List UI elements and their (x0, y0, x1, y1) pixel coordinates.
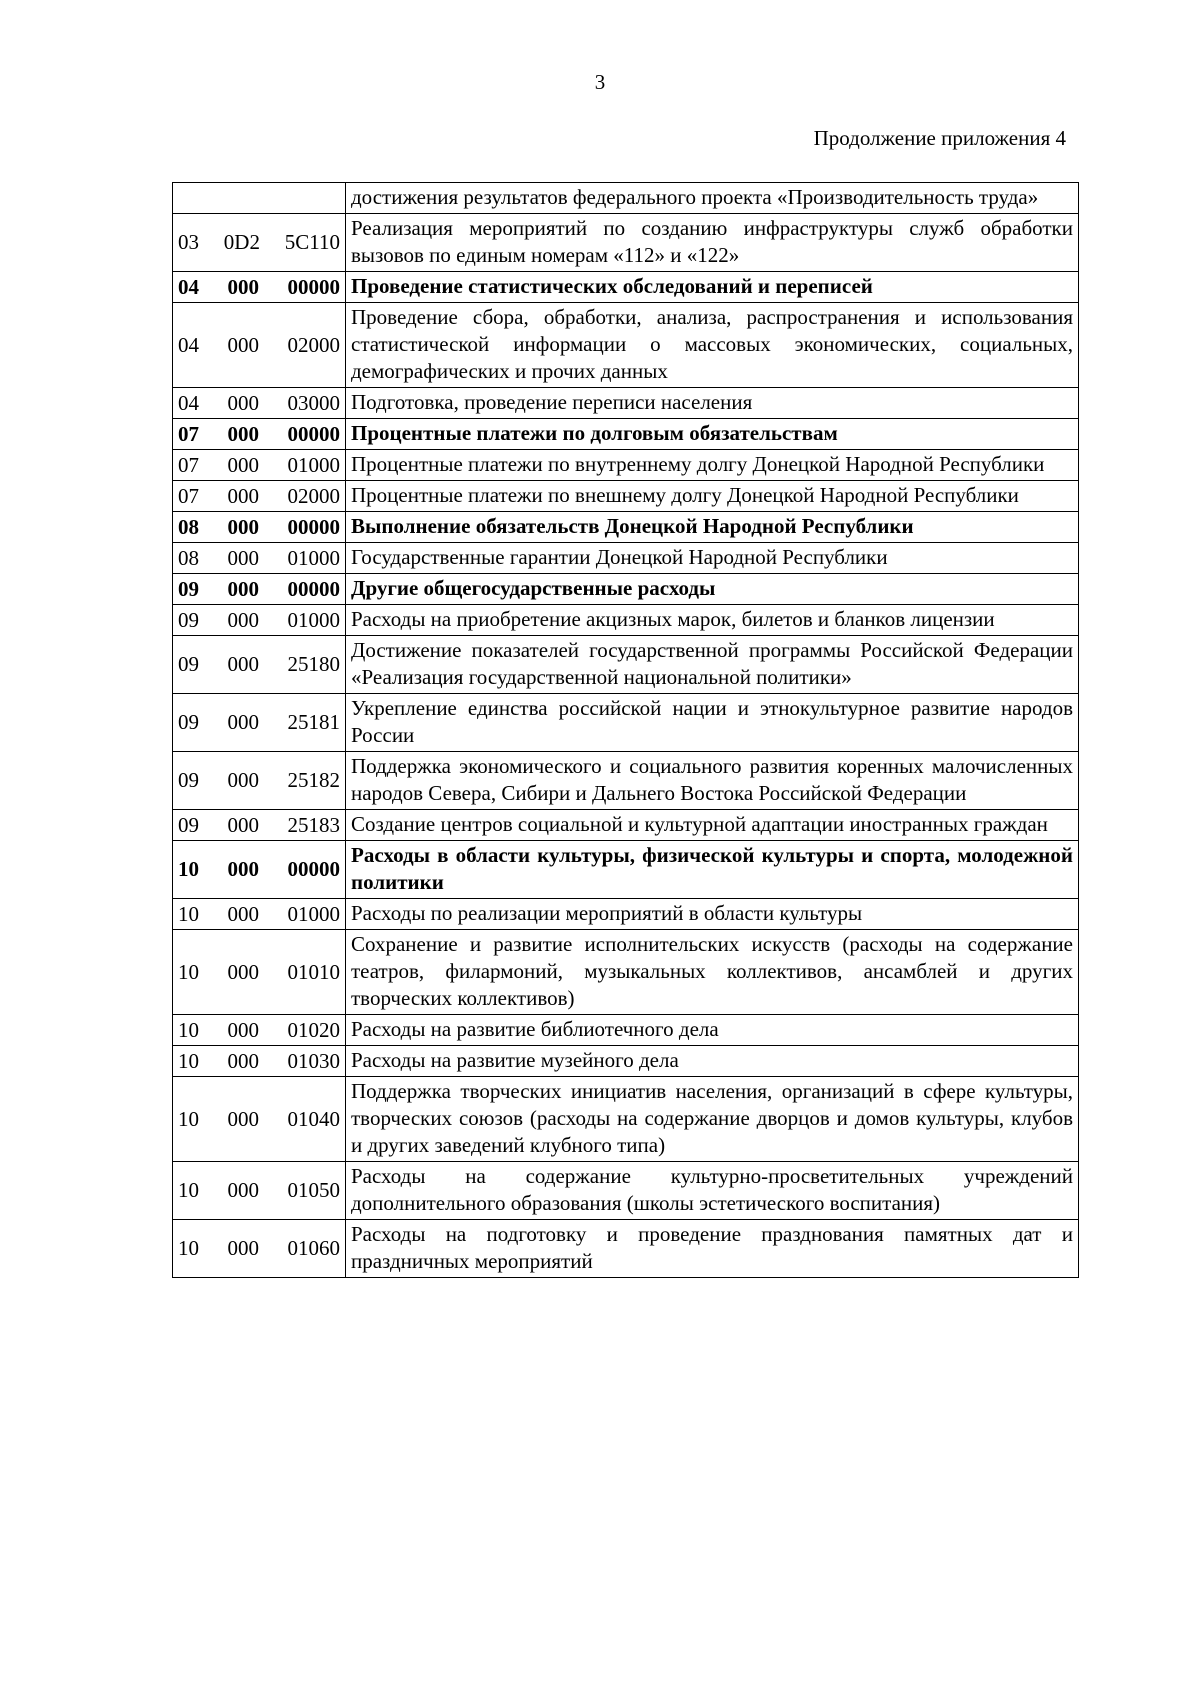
code-cell (173, 272, 346, 303)
code-part-1: 07 (178, 421, 199, 446)
code-parts (178, 514, 340, 541)
table-row (173, 272, 1079, 303)
code-part-1: 09 (178, 710, 199, 734)
code-part-2: 000 (227, 768, 259, 792)
description-cell: Проведение статистических обследований и переписей (346, 272, 1079, 303)
code-parts (178, 274, 340, 301)
code-part-1: 07 (178, 483, 199, 508)
description-cell: Расходы на приобретение акцизных марок, билетов и бланков лицензии (346, 605, 1079, 636)
code-part-3: 25180 (287, 652, 340, 676)
code-part-1: 08 (178, 545, 199, 570)
code-part-2: 000 (227, 390, 259, 415)
table-row (173, 450, 1079, 481)
description-cell: Подготовка, проведение переписи населения (346, 388, 1079, 419)
table-row (173, 512, 1079, 543)
code-part-1: 09 (178, 607, 199, 632)
code-part-2: 000 (227, 1106, 259, 1131)
code-cell (173, 388, 346, 419)
code-parts (178, 452, 340, 479)
code-part-1: 04 (178, 274, 199, 299)
code-part-2: 000 (227, 652, 259, 676)
table-row (173, 574, 1079, 605)
code-part-1: 09 (178, 812, 199, 837)
code-part-1: 10 (178, 901, 199, 926)
page-number: 3 (594, 70, 606, 94)
code-part-1: 09 (178, 576, 199, 601)
code-parts (178, 390, 340, 417)
code-parts (178, 229, 340, 256)
code-part-2: 000 (227, 452, 259, 477)
code-part-2: 000 (227, 812, 259, 837)
code-part-2: 000 (227, 1017, 259, 1042)
code-cell (173, 574, 346, 605)
table-row (173, 481, 1079, 512)
description-cell: Расходы в области культуры, физической культуры и спорта, молодежной политики (346, 841, 1079, 899)
description-cell: Сохранение и развитие исполнительских искусств (расходы на содержание театров, филармоний, музыкальных коллективов, ансамблей и других творческих коллективов) (346, 930, 1079, 1015)
code-part-3: 25182 (287, 768, 340, 792)
code-part-1: 10 (178, 1178, 199, 1202)
code-part-3: 25183 (287, 812, 340, 837)
code-cell (173, 214, 346, 272)
description-cell: Укрепление единства российской нации и этнокультурное развитие народов России (346, 694, 1079, 752)
description-cell: Поддержка творческих инициатив населения, организаций в сфере культуры, творческих союзов (расходы на содержание дворцов и домов культуры, клубов и других заведений клубного типа) (346, 1077, 1079, 1162)
code-part-3: 01000 (287, 607, 340, 632)
code-cell (173, 1015, 346, 1046)
code-part-2: 000 (227, 959, 259, 984)
code-part-1: 10 (178, 959, 199, 984)
code-cell (173, 543, 346, 574)
code-parts (178, 1106, 340, 1133)
table-row (173, 419, 1079, 450)
code-parts (178, 1017, 340, 1044)
code-cell (173, 841, 346, 899)
code-part-3: 5С110 (284, 230, 340, 254)
code-part-2: 000 (227, 1178, 259, 1202)
code-parts (178, 545, 340, 572)
code-part-2: 000 (227, 607, 259, 632)
appendix-continuation-note: Продолжение приложения 4 (813, 126, 1066, 150)
description-cell: Поддержка экономического и социального развития коренных малочисленных народов Севера, Сибири и Дальнего Востока Российской Федерации (346, 752, 1079, 810)
code-cell (173, 694, 346, 752)
table-row (173, 1220, 1079, 1278)
code-parts (178, 812, 340, 839)
code-cell (173, 481, 346, 512)
code-cell (173, 450, 346, 481)
table-row (173, 543, 1079, 574)
code-part-3: 01000 (287, 545, 340, 570)
code-part-2: 000 (227, 332, 259, 357)
code-part-3: 00000 (287, 421, 340, 446)
code-part-1: 07 (178, 452, 199, 477)
code-part-2: 000 (227, 1048, 259, 1073)
code-cell (173, 1046, 346, 1077)
code-parts (178, 483, 340, 510)
description-cell: Государственные гарантии Донецкой Народной Республики (346, 543, 1079, 574)
description-cell: Расходы на подготовку и проведение празднования памятных дат и праздничных мероприятий (346, 1220, 1079, 1278)
description-cell: Процентные платежи по внешнему долгу Донецкой Народной Республики (346, 481, 1079, 512)
code-cell (173, 419, 346, 450)
code-cell (173, 605, 346, 636)
code-part-2: 000 (227, 274, 259, 299)
code-part-3: 01010 (287, 959, 340, 984)
code-part-1: 10 (178, 1106, 199, 1131)
budget-codes-table (172, 182, 1079, 1278)
code-parts (178, 1048, 340, 1075)
code-parts (178, 856, 340, 883)
code-parts (178, 959, 340, 986)
code-cell (173, 752, 346, 810)
code-part-1: 10 (178, 1048, 199, 1073)
code-parts (178, 1177, 340, 1204)
code-cell (173, 1077, 346, 1162)
table-row (173, 1015, 1079, 1046)
code-part-1: 08 (178, 514, 199, 539)
description-cell: Проведение сбора, обработки, анализа, распространения и использования статистической информации о массовых экономических, социальных, демографических и прочих данных (346, 303, 1079, 388)
code-part-3: 25181 (287, 710, 340, 734)
code-parts (178, 651, 340, 678)
table-row (173, 388, 1079, 419)
table-row (173, 303, 1079, 388)
code-part-3: 01030 (287, 1048, 340, 1073)
code-parts (178, 901, 340, 928)
code-part-1: 04 (178, 390, 199, 415)
code-cell (173, 899, 346, 930)
description-cell: Выполнение обязательств Донецкой Народной Республики (346, 512, 1079, 543)
table-row (173, 930, 1079, 1015)
code-part-3: 00000 (287, 857, 340, 881)
description-cell: Расходы на развитие библиотечного дела (346, 1015, 1079, 1046)
code-part-3: 01050 (287, 1178, 340, 1202)
code-parts (178, 607, 340, 634)
table-row (173, 810, 1079, 841)
code-part-3: 02000 (287, 332, 340, 357)
table-row (173, 694, 1079, 752)
code-cell (173, 930, 346, 1015)
code-cell (173, 1220, 346, 1278)
code-parts (178, 332, 340, 359)
code-parts (178, 709, 340, 736)
code-part-3: 01040 (287, 1106, 340, 1131)
code-cell (173, 183, 346, 214)
table-row (173, 752, 1079, 810)
code-part-2: 000 (227, 421, 259, 446)
description-cell: достижения результатов федерального проекта «Производительность труда» (346, 183, 1079, 214)
code-part-3: 01060 (287, 1236, 340, 1260)
code-part-2: 000 (227, 1236, 259, 1260)
code-parts (178, 1235, 340, 1262)
table-row (173, 899, 1079, 930)
code-part-2: 000 (227, 514, 259, 539)
code-part-3: 01020 (287, 1017, 340, 1042)
code-cell (173, 810, 346, 841)
code-part-2: 000 (227, 545, 259, 570)
code-part-3: 00000 (287, 274, 340, 299)
code-part-1: 04 (178, 332, 199, 357)
code-part-2: 000 (227, 857, 259, 881)
table-row (173, 636, 1079, 694)
table-row (173, 841, 1079, 899)
description-cell: Процентные платежи по долговым обязательствам (346, 419, 1079, 450)
code-part-2: 000 (227, 483, 259, 508)
code-part-3: 00000 (287, 514, 340, 539)
code-part-1: 09 (178, 768, 199, 792)
code-part-3: 00000 (287, 576, 340, 601)
code-part-2: 000 (227, 576, 259, 601)
description-cell: Расходы на развитие музейного дела (346, 1046, 1079, 1077)
code-part-2: 000 (227, 710, 259, 734)
description-cell: Создание центров социальной и культурной адаптации иностранных граждан (346, 810, 1079, 841)
code-part-2: 0D2 (223, 230, 260, 254)
code-parts (178, 576, 340, 603)
table-row (173, 605, 1079, 636)
budget-codes-table-body (173, 183, 1079, 1278)
code-part-1: 10 (178, 1017, 199, 1042)
code-part-1: 10 (178, 857, 199, 881)
table-row (173, 214, 1079, 272)
table-row (173, 1162, 1079, 1220)
code-parts (178, 421, 340, 448)
code-part-1: 10 (178, 1236, 199, 1260)
code-part-2: 000 (227, 901, 259, 926)
description-cell: Расходы на содержание культурно-просветительных учреждений дополнительного образования (школы эстетического воспитания) (346, 1162, 1079, 1220)
code-part-3: 03000 (287, 390, 340, 415)
description-cell: Достижение показателей государственной программы Российской Федерации «Реализация государственной национальной политики» (346, 636, 1079, 694)
code-part-3: 01000 (287, 452, 340, 477)
description-cell: Расходы по реализации мероприятий в области культуры (346, 899, 1079, 930)
code-part-3: 01000 (287, 901, 340, 926)
code-part-1: 03 (178, 230, 199, 254)
code-part-3: 02000 (287, 483, 340, 508)
table-row (173, 1046, 1079, 1077)
description-cell: Другие общегосударственные расходы (346, 574, 1079, 605)
table-row (173, 183, 1079, 214)
code-parts (178, 767, 340, 794)
code-cell (173, 303, 346, 388)
code-cell (173, 1162, 346, 1220)
code-cell (173, 636, 346, 694)
description-cell: Реализация мероприятий по созданию инфраструктуры служб обработки вызовов по единым номерам «112» и «122» (346, 214, 1079, 272)
description-cell: Процентные платежи по внутреннему долгу Донецкой Народной Республики (346, 450, 1079, 481)
table-row (173, 1077, 1079, 1162)
code-cell (173, 512, 346, 543)
code-part-1: 09 (178, 652, 199, 676)
